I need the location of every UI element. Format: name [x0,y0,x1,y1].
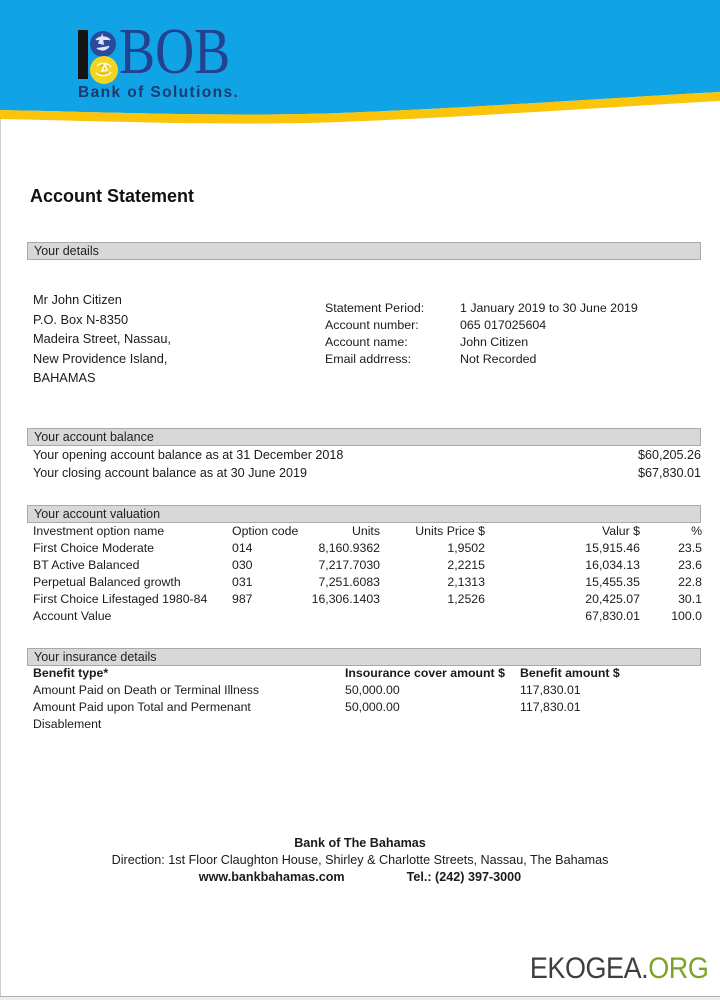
column-header: Benefit amount $ [520,666,620,680]
column-header: Investment option name [33,524,165,538]
valuation-table [27,523,702,625]
customer-address-block [33,290,171,388]
cell-investment-name: First Choice Moderate [33,541,154,555]
cell-cover-amount: 50,000.00 [345,700,400,714]
cell-option-code: 987 [232,592,253,606]
balance-amount: $67,830.01 [637,465,701,480]
address-line: Mr John Citizen [33,292,122,307]
cell-option-code: 031 [232,575,253,589]
cell-benefit-amount: 117,830.01 [520,700,581,714]
column-header: Benefit type* [33,666,109,680]
account-value-row [27,608,702,625]
field-label: Account number: [325,318,419,332]
field-account-number [325,317,638,334]
bob-logo-emblem-icon [76,28,124,88]
cell-units: 8,160.9362 [318,541,380,555]
section-heading-account-valuation: Your account valuation [27,505,701,523]
cell-percent: 100.0 [671,609,702,623]
cell-option-code: 030 [232,558,253,572]
cell-units [302,608,380,625]
footer-contact-line [199,869,521,886]
cell-unit-price: 1,2526 [447,592,485,606]
cell-investment-name: BT Active Balanced [33,558,140,572]
field-value: 1 January 2019 to 30 June 2019 [460,301,638,315]
watermark-name: EKOGEA. [529,952,648,985]
balance-label: Your opening account balance as at 31 December 2018 [33,448,344,462]
balance-rows [27,447,701,482]
cell-investment-name: Account Value [33,609,112,623]
cell-value: 15,455.35 [585,575,640,589]
cell-value: 15,915.46 [585,541,640,555]
table-row [27,574,702,591]
cell-benefit-amount: 117,830.01 [520,683,581,697]
column-header: Valur $ [601,524,640,538]
cell-units: 7,251.6083 [318,575,380,589]
cell-investment-name: Perpetual Balanced growth [33,575,181,589]
column-header: % [691,524,702,538]
address-line: Madeira Street, Nassau, [33,331,171,346]
cell-percent: 22.8 [678,575,702,589]
page-bottom-edge [0,996,720,1000]
header-band [0,0,720,126]
footer-phone: Tel.: (242) 397-3000 [406,870,522,884]
statement-fields-block [325,300,638,368]
cell-benefit-type: Amount Paid upon Total and Permenant Disablement [33,700,251,731]
cell-percent: 30.1 [678,592,702,606]
balance-label: Your closing account balance as at 30 June 2019 [33,465,307,480]
cell-unit-price [380,608,485,625]
bob-logo-tagline: Bank of Solutions. [78,84,240,101]
table-row [27,682,701,699]
address-line: BAHAMAS [33,370,96,385]
cell-benefit-type: Amount Paid on Death or Terminal Illness [33,683,260,697]
cell-option-code [232,608,302,625]
field-label: Account name: [325,335,408,349]
column-header: Units Price $ [415,524,485,538]
section-heading-insurance-details: Your insurance details [27,648,701,666]
cell-cover-amount: 50,000.00 [345,683,400,697]
table-row [27,557,702,574]
field-label: Statement Period: [325,301,425,315]
section-heading-account-balance: Your account balance [27,428,701,446]
closing-balance-row [27,465,701,483]
cell-units: 7,217.7030 [318,558,380,572]
insurance-header-row [27,665,701,682]
cell-option-code: 014 [232,541,253,555]
insurance-table [27,665,701,733]
field-email-address [325,351,638,368]
address-line: P.O. Box N-8350 [33,311,129,327]
column-header: Option code [232,524,299,538]
cell-value: 16,034.13 [585,558,640,572]
column-header: Units [351,524,380,538]
page-title: Account Statement [30,186,195,206]
valuation-header-row [27,523,702,540]
table-row [27,540,702,557]
table-row [27,699,701,733]
footer-bank-name: Bank of The Bahamas [294,836,426,850]
table-row [27,591,702,608]
page-footer [0,835,720,886]
balance-amount: $60,205.26 [637,448,701,462]
column-header: Insourance cover amount $ [345,666,505,680]
cell-unit-price: 1,9502 [447,541,485,555]
bob-logo-text: BOB [119,15,231,88]
field-value: Not Recorded [460,352,537,366]
ekogea-watermark [529,952,708,986]
cell-value: 67,830.01 [585,609,640,623]
field-label: Email addrress: [325,352,412,366]
footer-website: www.bankbahamas.com [198,870,345,884]
cell-percent: 23.6 [678,558,702,572]
field-value: John Citizen [460,335,529,349]
opening-balance-row [27,447,701,465]
watermark-tld: ORG [647,952,708,985]
cell-units: 16,306.1403 [311,592,380,606]
cell-unit-price: 2,1313 [447,575,485,589]
cell-unit-price: 2,2215 [447,558,485,572]
field-account-name [325,334,638,351]
address-line: New Providence Island, [33,350,168,366]
field-statement-period [325,300,638,317]
field-value: 065 017025604 [460,318,547,332]
cell-value: 20,425.07 [585,592,640,606]
cell-percent: 23.5 [678,541,702,555]
footer-address: Direction: 1st Floor Claughton House, Shirley & Charlotte Streets, Nassau, The Bahamas [111,853,609,867]
section-heading-your-details: Your details [27,242,701,260]
cell-investment-name: First Choice Lifestaged 1980-84 [33,592,208,606]
